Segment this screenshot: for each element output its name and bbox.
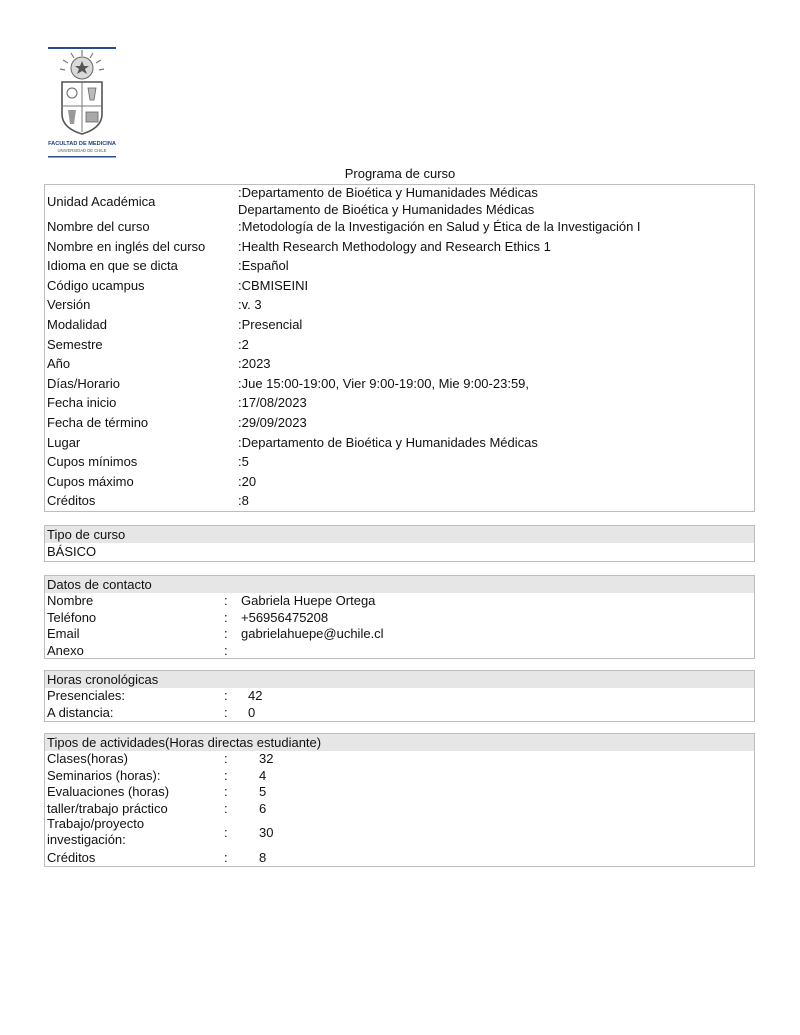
table-row	[45, 317, 754, 337]
table-row	[45, 337, 754, 357]
table-row	[45, 415, 754, 435]
row-label: Semestre	[47, 336, 103, 352]
table-row	[45, 258, 754, 278]
faculty-logo	[44, 44, 120, 162]
contact-row: Teléfono : +56956475208	[47, 609, 329, 625]
activity-row: Trabajo/proyecto investigación: : 30	[47, 816, 274, 847]
row-label: Nombre en inglés del curso	[47, 238, 206, 254]
row-value: :5	[238, 454, 249, 470]
activity-row: Evaluaciones (horas) : 5	[47, 784, 267, 799]
table-row	[45, 435, 754, 455]
row-value: :29/09/2023	[238, 414, 307, 430]
table-row	[45, 493, 754, 513]
row-label: Modalidad	[47, 316, 107, 332]
row-value: :CBMISEINI	[238, 277, 309, 293]
row-label: Nombre del curso	[47, 219, 150, 234]
hours-row: A distancia: : 0	[47, 704, 256, 720]
activity-row: Créditos : 8	[47, 850, 267, 865]
contact-section	[44, 575, 755, 659]
contact-row: Nombre : Gabriela Huepe Ortega	[47, 593, 376, 608]
course-info-table	[44, 184, 755, 512]
table-row	[45, 239, 754, 259]
row-label: Año	[47, 356, 71, 372]
section-header: Tipos de actividades(Horas directas estudiante)	[45, 734, 754, 751]
row-value: :v. 3	[238, 297, 262, 313]
page-title: Programa de curso	[344, 166, 456, 181]
row-label: Cupos mínimos	[47, 454, 138, 470]
activity-row: Seminarios (horas): : 4	[47, 767, 267, 783]
row-value: :Metodología de la Investigación en Salud y Ética de la Investigación I	[238, 219, 641, 234]
crest-icon	[44, 44, 120, 162]
contact-row: Anexo :	[47, 642, 228, 658]
contact-row: Email : gabrielahuepe@uchile.cl	[47, 626, 384, 641]
row-label: Fecha de término	[47, 414, 149, 430]
row-value: :20	[238, 473, 257, 489]
row-label: Versión	[47, 297, 91, 313]
table-row	[45, 395, 754, 415]
row-value: :Departamento de Bioética y Humanidades Médicas	[238, 185, 538, 200]
row-label: Fecha inicio	[47, 395, 117, 411]
table-row	[45, 297, 754, 317]
course-type-value: BÁSICO	[47, 544, 97, 559]
row-value: :Español	[238, 258, 289, 274]
activity-row: Clases(horas) : 32	[47, 751, 274, 766]
row-value: :8	[238, 493, 249, 509]
section-header: Horas cronológicas	[45, 671, 754, 688]
row-label: Cupos máximo	[47, 473, 134, 489]
table-row	[45, 278, 754, 298]
row-label: Unidad Académica	[47, 194, 156, 209]
svg-text:UNIVERSIDAD DE CHILE: UNIVERSIDAD DE CHILE	[57, 148, 107, 153]
hours-row: Presenciales: : 42	[47, 688, 263, 703]
activity-row: taller/trabajo práctico : 6	[47, 800, 267, 816]
hours-section	[44, 670, 755, 722]
svg-text:FACULTAD DE MEDICINA: FACULTAD DE MEDICINA	[48, 141, 116, 147]
row-value: :Departamento de Bioética y Humanidades Médicas	[238, 434, 538, 450]
row-value: :Health Research Methodology and Research Ethics 1	[238, 238, 551, 254]
row-value: :17/08/2023	[238, 395, 307, 411]
row-label: Idioma en que se dicta	[47, 258, 178, 274]
row-value: :Presencial	[238, 316, 303, 332]
table-row	[45, 474, 754, 494]
activities-section	[44, 733, 755, 867]
row-value: :2	[238, 336, 249, 352]
table-row	[45, 356, 754, 376]
table-row	[45, 376, 754, 396]
table-row	[45, 219, 754, 239]
row-value: :2023	[238, 356, 271, 372]
section-header: Tipo de curso	[45, 526, 754, 543]
course-type-section	[44, 525, 755, 562]
table-row	[45, 454, 754, 474]
row-label: Créditos	[47, 493, 96, 509]
row-label: Días/Horario	[47, 375, 120, 391]
row-label: Código ucampus	[47, 277, 145, 293]
section-header: Datos de contacto	[45, 576, 754, 593]
row-label: Lugar	[47, 434, 81, 450]
row-value: :Jue 15:00-19:00, Vier 9:00-19:00, Mie 9:00-23:59,	[238, 375, 530, 391]
table-row	[45, 185, 754, 219]
row-value: Departamento de Bioética y Humanidades Médicas	[238, 202, 535, 217]
